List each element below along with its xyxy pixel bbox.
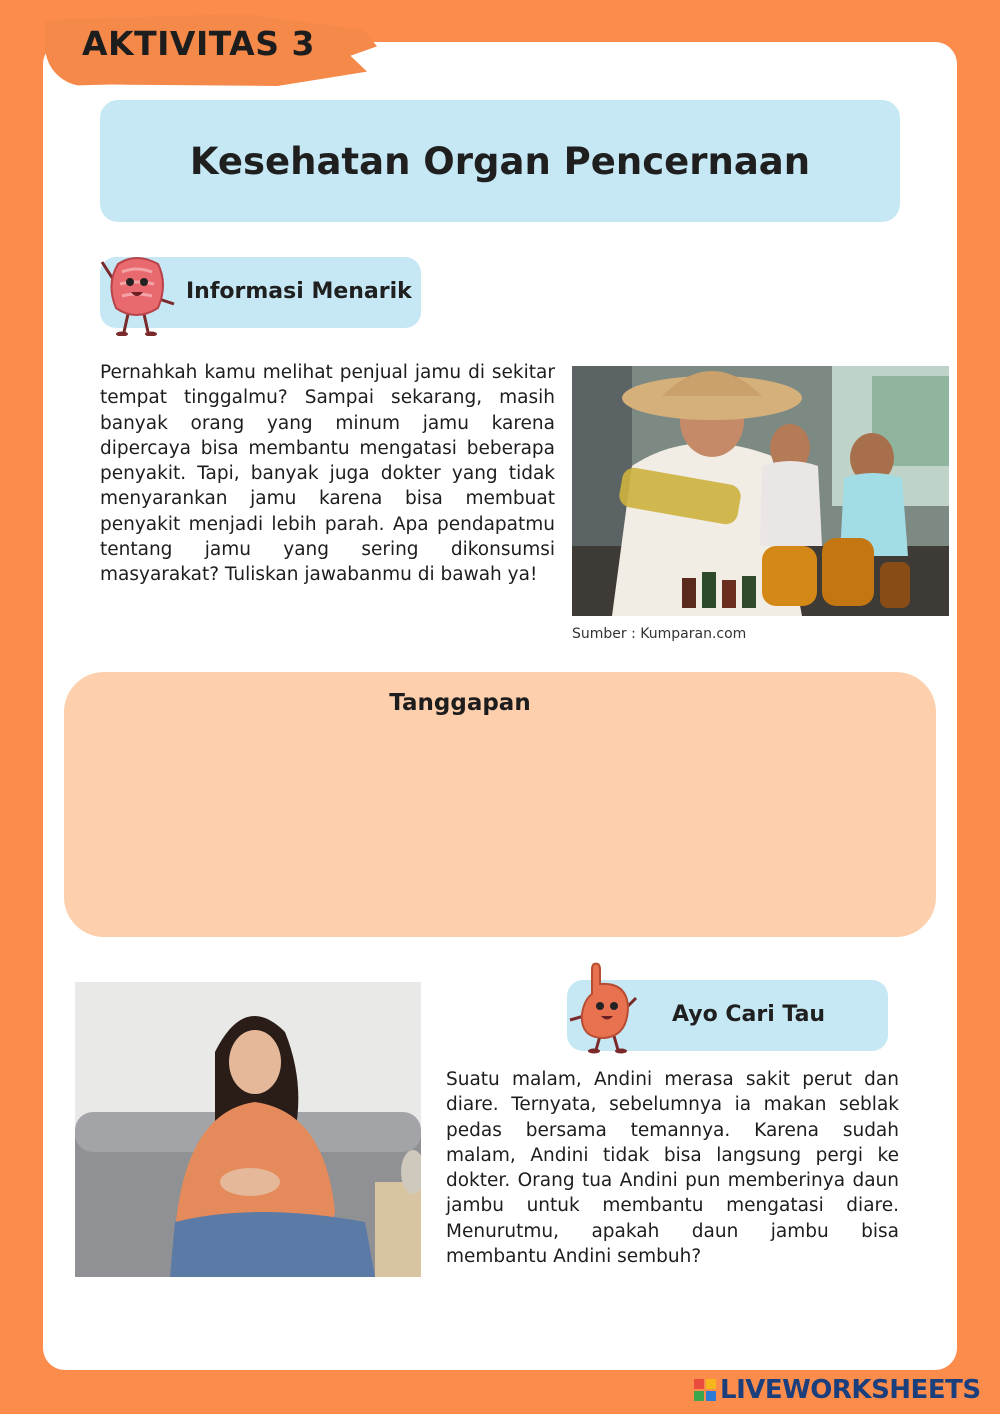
title-box [100, 100, 900, 222]
section1-paragraph: Pernahkah kamu melihat penjual jamu di sekitar tempat tinggalmu? Sampai sekarang, masih banyak orang yang minum jamu karena dipercaya bisa membantu mengatasi beberapa penyakit. Tapi, banyak juga dokter yang tidak menyarankan jamu karena bisa membuat penyakit menjadi lebih parah. Apa pendapatmu tentang jamu yang sering dikonsumsi masyarakat? Tuliskan jawabanmu di bawah ya! [100, 362, 555, 586]
activity-label: AKTIVITAS 3 [82, 24, 315, 63]
response-heading: Tanggapan [389, 690, 531, 716]
page-title: Kesehatan Organ Pencernaan [189, 139, 811, 183]
intestine-mascot-icon [96, 250, 180, 336]
section2-paragraph: Suatu malam, Andini merasa sakit perut dan diare. Ternyata, sebelumnya ia makan seblak pedas bersama temannya. Karena sudah malam, Andini tidak bisa langsung pergi ke dokter. Orang tua Andini pun memberinya daun jambu untuk membantu mengatasi diare. Menurutmu, apakah daun jambu bisa membantu Andini sembuh? [446, 1069, 899, 1268]
jamu-seller-photo [572, 366, 949, 616]
stomach-mascot-icon [566, 960, 642, 1054]
brand-text: LIVEWORKSHEETS [720, 1375, 981, 1405]
response-box[interactable] [64, 672, 936, 937]
photo-caption: Sumber : Kumparan.com [572, 626, 747, 642]
stomachache-photo [75, 982, 421, 1277]
ayo-cari-tau-heading: Ayo Cari Tau [672, 1002, 826, 1027]
liveworksheets-brand [694, 1372, 981, 1408]
informasi-menarik-heading: Informasi Menarik [186, 279, 412, 304]
liveworksheets-logo-icon [694, 1379, 716, 1401]
